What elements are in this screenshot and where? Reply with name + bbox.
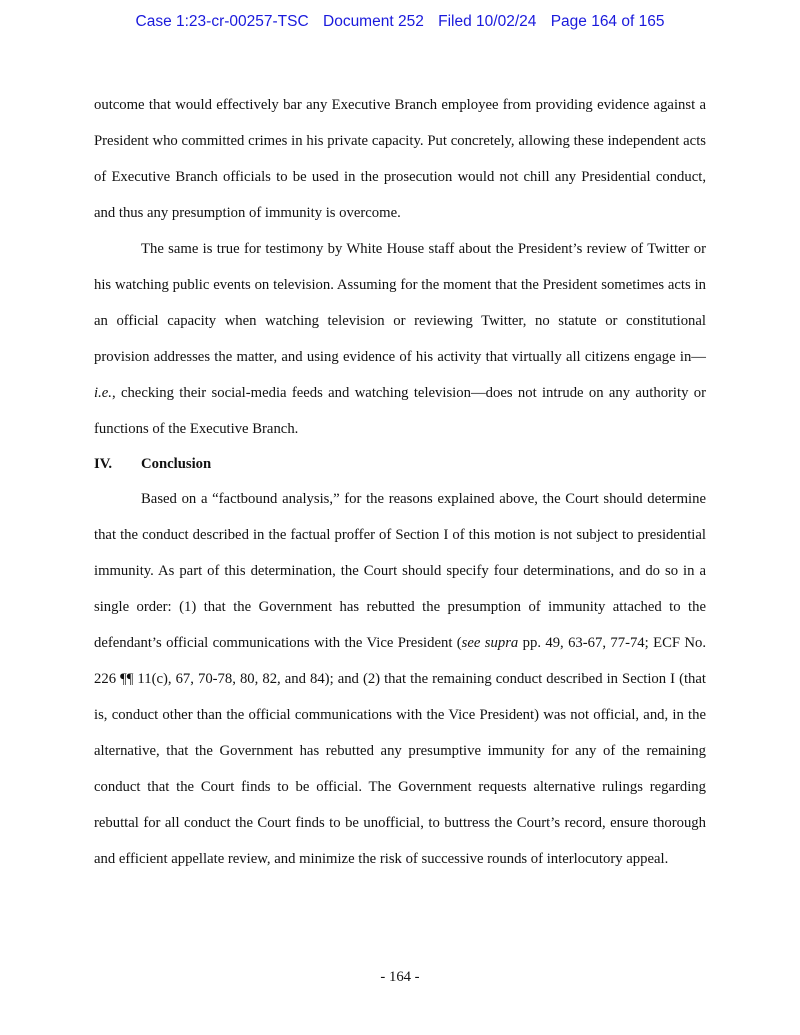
section-number: IV. [94,456,113,472]
filed-date: Filed 10/02/24 [438,13,537,30]
see-supra-italic: see supra [461,635,519,651]
case-number: Case 1:23-cr-00257-TSC [135,13,309,30]
paragraph-continuation: outcome that would effectively bar any Executive Branch employee from providing evidence against a President who committed crimes in his private capacity. Put concretely, allowing these independent acts of Executive Branch officials to be used in the prosecution would not chill any Presidential conduct, and thus any presumption of immunity is overcome. [94,97,706,221]
section-title: Conclusion [141,456,212,472]
page-of-total: Page 164 of 165 [550,13,665,30]
case-header [0,13,800,31]
ie-italic: i.e. [94,385,112,401]
document-number: Document 252 [323,13,424,30]
paragraph-conclusion [94,481,706,877]
section-heading [94,447,706,481]
page-number: - 164 - [380,969,420,985]
paragraph-conclusion-text-a: Based on a “factbound analysis,” for the reasons explained above, the Court should determine that the conduct described in the factual proffer of Section I of this motion is not subject to presidential immunity. As part of this determination, the Court should specify four determinations, and do so in a single order: (1) that the Government has rebutted the presumption of immunity attached to the defendant’s official communications with the Vice President ( [94,491,706,651]
document-body [94,87,706,877]
paragraph-testimony-text-a: The same is true for testimony by White House staff about the President’s review of Twitter or his watching public events on television. Assuming for the moment that the President sometimes acts in an official capacity when watching television or reviewing Twitter, no statute or constitutional provision addresses the matter, and using evidence of his activity that virtually all citizens engage in— [94,241,706,365]
paragraph-conclusion-text-b: pp. 49, 63-67, 77-74; ECF No. 226 ¶¶ 11(c), 67, 70-78, 80, 82, and 84); and (2) that the remaining conduct described in Section I (that is, conduct other than the official communications with the Vice President) was not official, and, in the alternative, that the Government has rebutted any presumptive immunity for any of the remaining conduct that the Court finds to be official. The Government requests alternative rulings regarding rebuttal for all conduct the Court finds to be unofficial, to buttress the Court’s record, ensure thorough and efficient appellate review, and minimize the risk of successive rounds of interlocutory appeal. [94,635,707,867]
paragraph-testimony [94,231,706,447]
paragraph-testimony-text-b: , checking their social-media feeds and watching television—does not intrude on any authority or functions of the Executive Branch. [94,385,706,437]
